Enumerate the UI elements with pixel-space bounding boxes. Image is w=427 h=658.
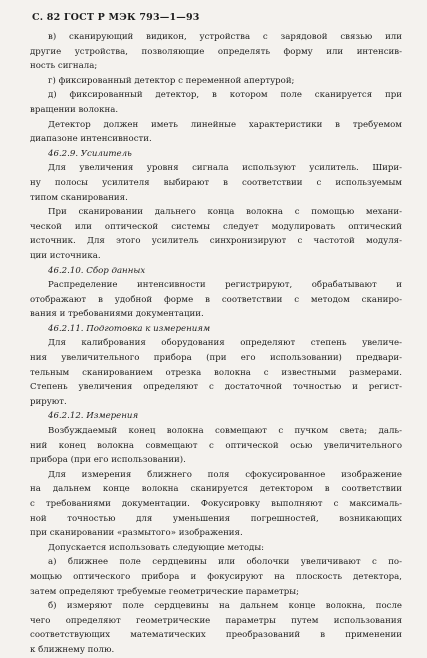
text-line: мощью оптического прибора и фокусируют на плоскость детектора, — [30, 571, 402, 582]
text-line: б) измеряют поле сердцевины на дальнем конце волокна, после — [48, 601, 402, 612]
text-line: а) ближнее поле сердцевины или оболочки увеличивают с по- — [48, 557, 402, 568]
text-line: соответствующих математических преобразований в применении — [30, 630, 402, 641]
text-line: ну полосы усилителя выбирают в соответствии с используемым — [30, 177, 402, 188]
text-line: отображают в удобной форме в соответствии с методом сканиро- — [30, 294, 402, 305]
text-line: к ближнему полю. — [30, 644, 115, 655]
text-line: Степень увеличения определяют с достаточной точностью и регист- — [30, 382, 402, 393]
page-header: С. 82 ГОСТ Р МЭК 793—1—93 — [32, 12, 200, 23]
text-line: г) фиксированный детектор с переменной апертурой; — [48, 75, 295, 86]
text-line: диапазоне интенсивности. — [30, 134, 152, 145]
body-text — [30, 30, 402, 658]
text-line: ний конец волокна совмещают с оптической осью увеличительного — [30, 440, 402, 451]
text-line: ния увеличительного прибора (при его использовании) предвари- — [30, 353, 402, 364]
text-line: Возбуждаемый конец волокна совмещают с пучком света; даль- — [48, 426, 402, 437]
text-line: затем определяют требуемые геометрические параметры; — [30, 586, 300, 597]
text-line: вращении волокна. — [30, 104, 119, 115]
text-line: рируют. — [30, 396, 67, 407]
text-line: д) фиксированный детектор, в котором поле сканируется при — [48, 90, 402, 101]
text-line: другие устройства, позволяющие определять форму или интенсив- — [30, 46, 402, 57]
text-line: Для измерения ближнего поля сфокусированное изображение — [48, 469, 402, 480]
text-line: Распределение интенсивности регистрируют, обрабатывают и — [48, 280, 402, 291]
text-line: Детектор должен иметь линейные характеристики в требуемом — [48, 119, 402, 130]
text-line: При сканировании дальнего конца волокна с помощью механи- — [48, 207, 402, 218]
text-line: ность сигнала; — [30, 61, 98, 72]
text-line: источник. Для этого усилитель синхронизируют с частотой модуля- — [30, 236, 402, 247]
text-line: Для калибрования оборудования определяют степень увеличе- — [48, 338, 402, 349]
section-heading-line: 46.2.10. Сбор данных — [48, 265, 146, 276]
text-line: ной точностью для уменьшения погрешностей, возникающих — [30, 513, 402, 524]
text-line: в) сканирующий видикон, устройства с зарядовой связью или — [48, 32, 402, 42]
text-line: Допускается использовать следующие методы: — [48, 542, 265, 553]
text-line: ческой или оптической системы следует модулировать оптический — [30, 221, 402, 232]
text-line: ции источника. — [30, 250, 101, 261]
section-heading-line: 46.2.12. Измерения — [48, 411, 139, 422]
text-line: прибора (при его использовании). — [30, 455, 186, 466]
section-heading-line: 46.2.9. Усилитель — [48, 148, 132, 159]
text-line: с требованиями документации. Фокусировку выполняют с максималь- — [30, 499, 402, 509]
section-heading-line: 46.2.11. Подготовка к измерениям — [48, 323, 211, 334]
text-line: Для увеличения уровня сигнала используют усилитель. Шири- — [48, 163, 402, 174]
text-line: при сканировании «размытого» изображения. — [30, 528, 243, 539]
text-line: типом сканирования. — [30, 192, 128, 203]
text-line: тельным сканированием отрезка волокна с известными размерами. — [30, 367, 402, 378]
text-line: вания и требованиями документации. — [30, 309, 204, 320]
text-line: чего определяют геометрические параметры путем использования — [30, 615, 402, 626]
text-line: на дальнем конце волокна сканируется детектором в соответствии — [30, 484, 402, 495]
